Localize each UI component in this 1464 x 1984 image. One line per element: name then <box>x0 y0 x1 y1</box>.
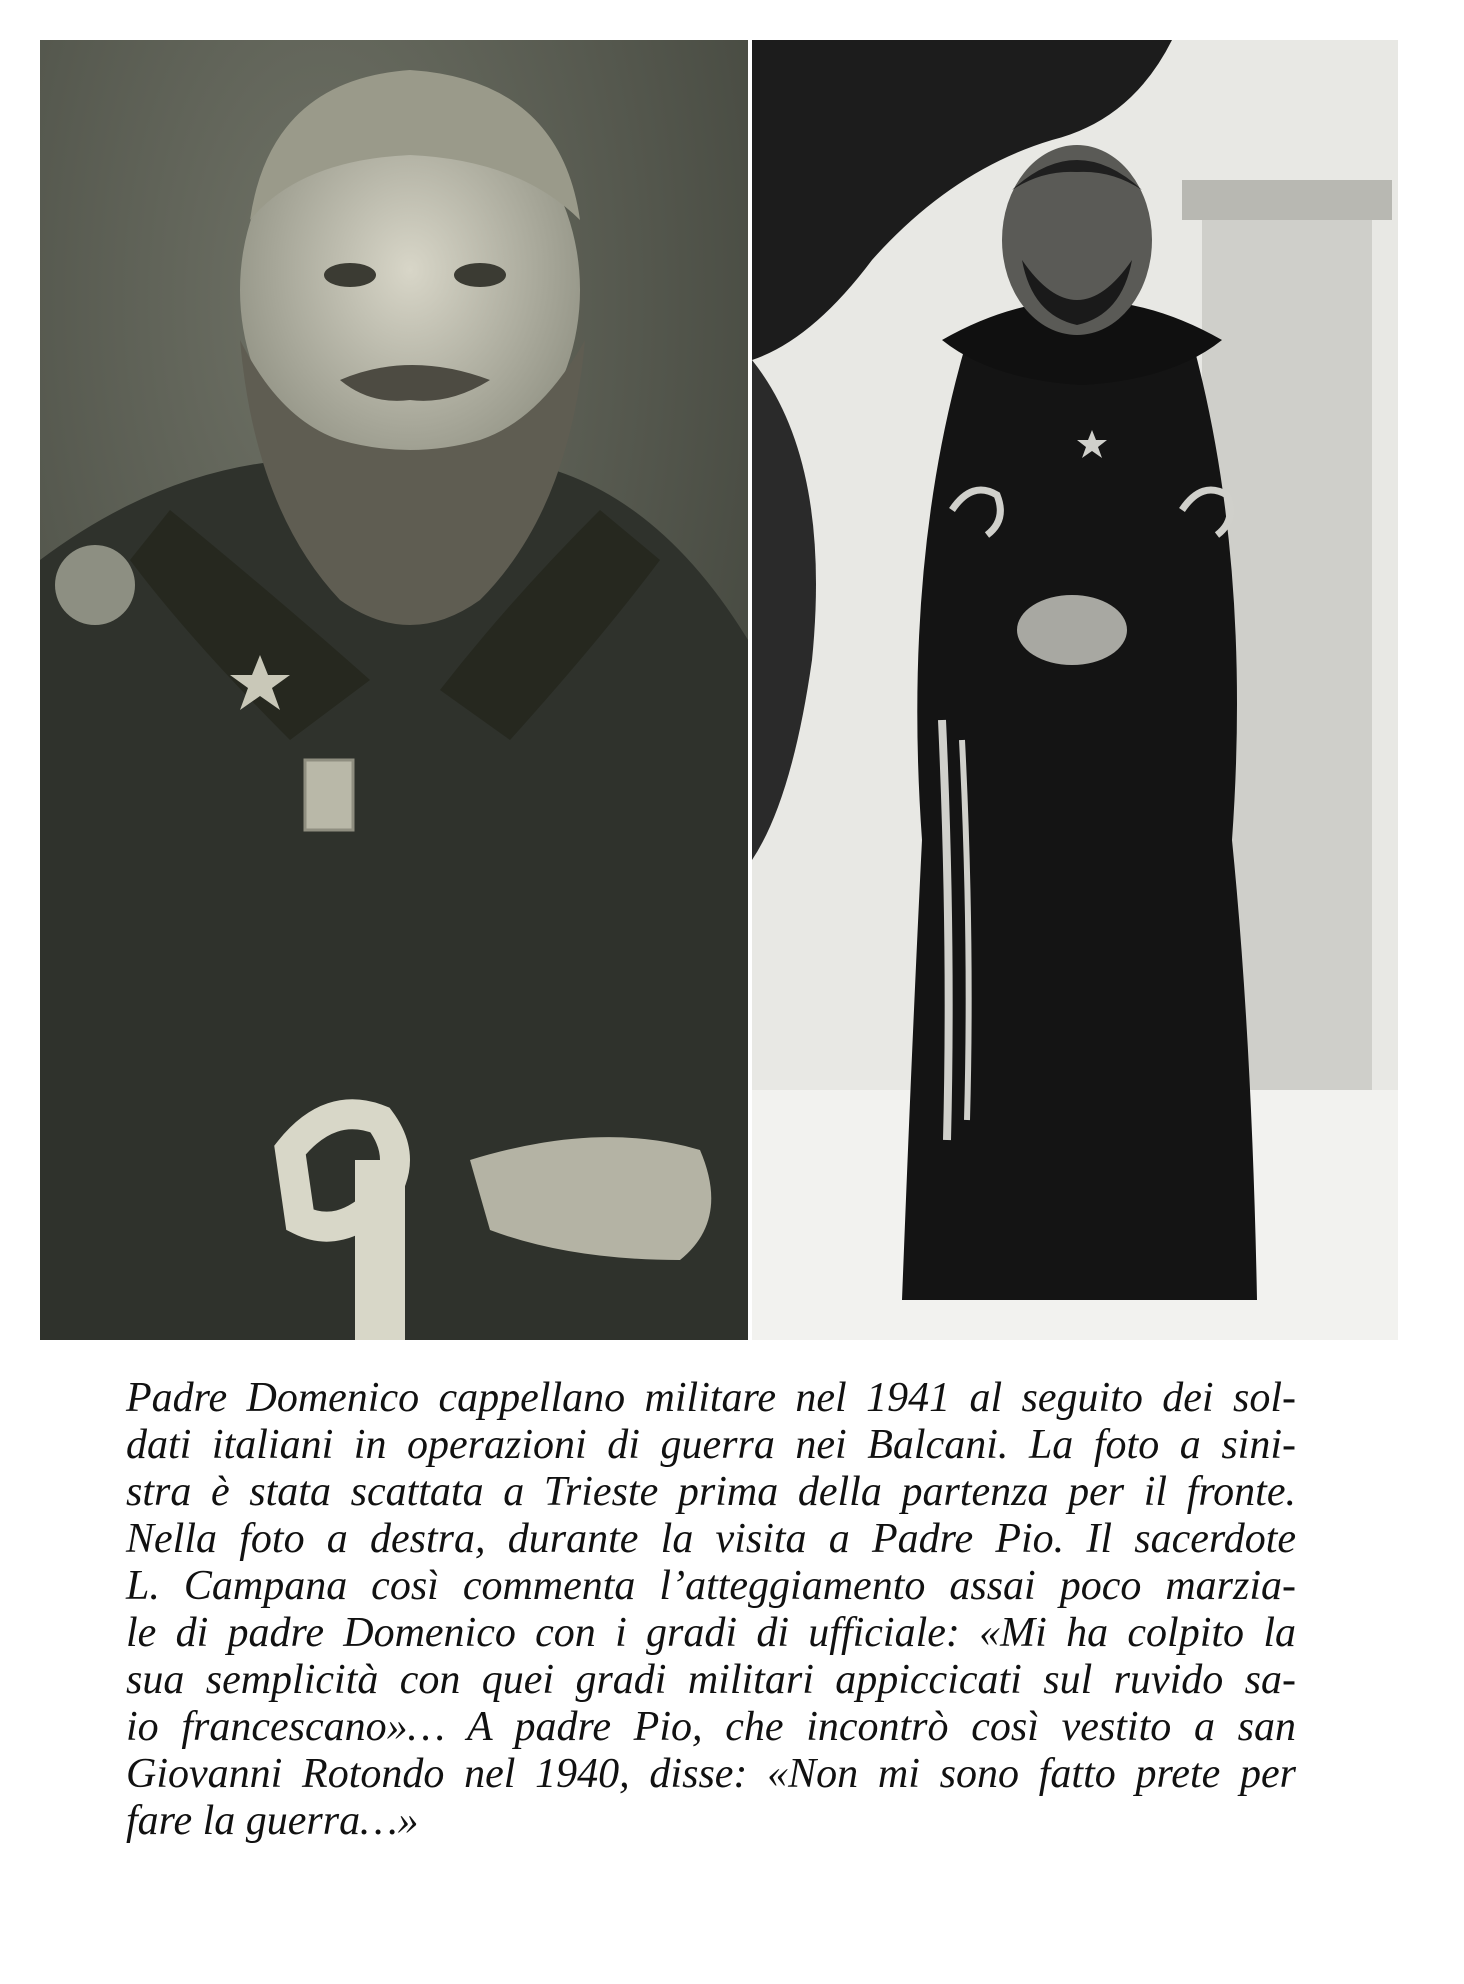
photo-caption <box>126 1375 1296 1845</box>
caption-line: sua semplicità con quei gradi militari appiccicati sul ruvido sa- <box>126 1657 1296 1703</box>
caption-line: dati italiani in operazioni di guerra nei Balcani. La foto a sini- <box>126 1422 1296 1468</box>
standing-friar-photo-icon <box>752 40 1398 1340</box>
caption-line: le di padre Domenico con i gradi di ufficiale: «Mi ha colpito la <box>126 1610 1296 1656</box>
caption-line: Giovanni Rotondo nel 1940, disse: «Non mi sono fatto prete per <box>126 1751 1296 1797</box>
caption-line: L. Campana così commenta l’atteggiamento assai poco marzia- <box>126 1563 1296 1609</box>
caption-line: Nella foto a destra, durante la visita a Padre Pio. Il sacerdote <box>126 1516 1296 1562</box>
standing-friar-photo <box>752 40 1398 1340</box>
caption-line: Padre Domenico cappellano militare nel 1941 al seguito dei sol- <box>126 1375 1296 1421</box>
portrait-photo <box>40 40 748 1340</box>
caption-line: io francescano»… A padre Pio, che incontrò così vestito a san <box>126 1704 1296 1750</box>
caption-line: stra è stata scattata a Trieste prima della partenza per il fronte. <box>126 1469 1296 1515</box>
caption-line: fare la guerra…» <box>126 1798 419 1844</box>
portrait-photo-icon <box>40 40 748 1340</box>
